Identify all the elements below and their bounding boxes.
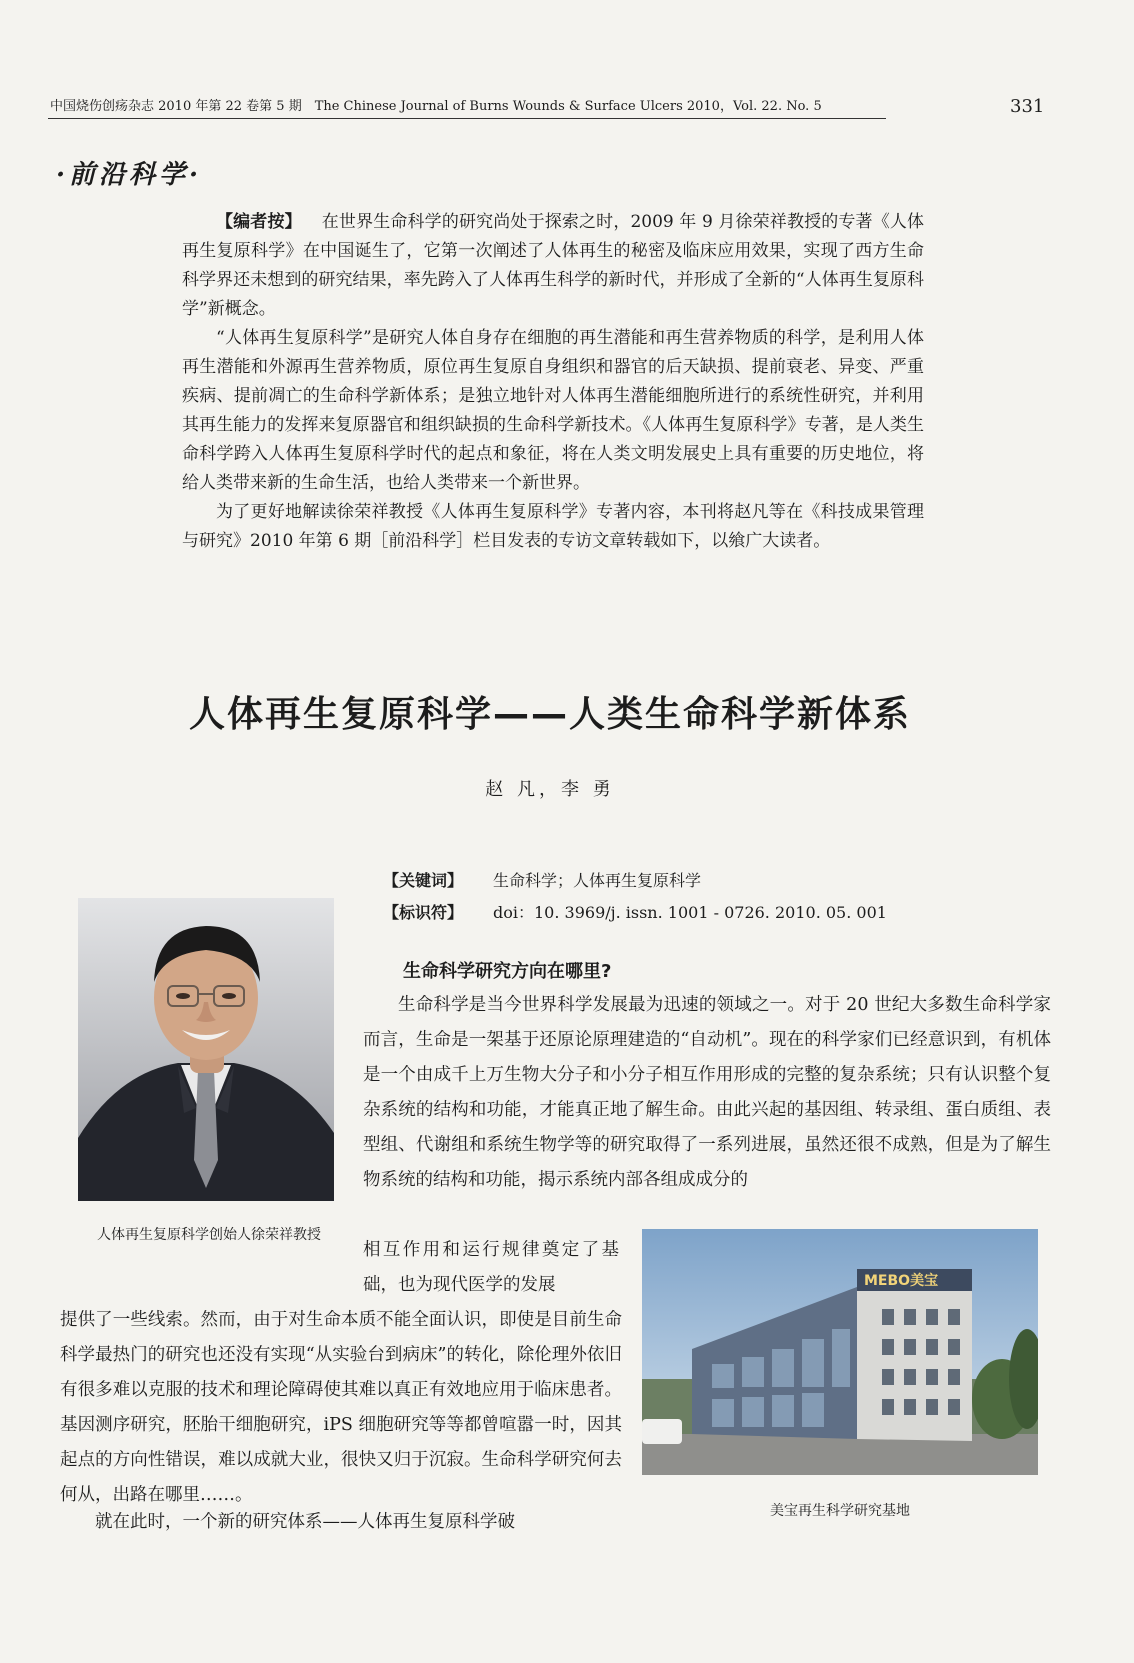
editor-note-tag: 【编者按】 (216, 212, 302, 232)
editor-note (182, 208, 924, 556)
body-paragraph-2-text: 就在此时，一个新的研究体系——人体再生复原科学破 (95, 1512, 515, 1532)
article-meta (383, 865, 887, 929)
building-illustration (642, 1229, 1038, 1475)
body-paragraph-1-continued-left (60, 1303, 622, 1513)
article-authors: 赵 凡，李 勇 (485, 779, 615, 800)
editor-note-paragraph-2: “人体再生复原科学”是研究人体自身存在细胞的再生潜能和再生营养物质的科学，是利用人体再生潜能和外源再生营养物质，原位再生复原自身组织和器官的后天缺损、提前衰老、异变、严重疾病、提前凋亡的生命科学新体系；是独立地针对人体再生潜能细胞所进行的系统性研究，并利用其再生能力的发挥来复原器官和组织缺损的生命科学新技术。《人体再生复原科学》专著，是人类生命科学跨入人体再生复原科学时代的起点和象征，将在人类文明发展史上具有重要的历史地位，将给人类带来新的生命生活，也给人类带来一个新世界。 (182, 328, 924, 493)
body-paragraph-1 (363, 988, 1051, 1198)
doi-row (383, 897, 887, 929)
section-subheading: 生命科学研究方向在哪里? (403, 961, 612, 982)
editor-note-paragraph-1 (182, 208, 924, 324)
portrait-illustration (78, 898, 334, 1201)
journal-header: 中国烧伤创疡杂志 2010 年第 22 卷第 5 期 The Chinese Journal of Burns Wounds & Surface Ulcers 2010，Vol. 22. No. 5 (50, 99, 822, 114)
doi-label: 【标识符】 (383, 903, 464, 922)
editor-note-text-1: 在世界生命科学的研究尚处于探索之时，2009 年 9 月徐荣祥教授的专著《人体再生复原科学》在中国诞生了，它第一次阐述了人体再生的秘密及临床应用效果，实现了西方生命科学界还未想到的研究结果，率先跨入了人体再生科学的新时代，并形成了全新的“人体再生复原科学”新概念。 (182, 212, 925, 319)
section-label: ·前沿科学· (56, 160, 203, 190)
keywords-value: 生命科学；人体再生复原科学 (493, 871, 702, 890)
body-paragraph-1-left-text: 提供了一些线索。然而，由于对生命本质不能全面认识，即使是目前生命科学最热门的研究也还没有实现“从实验台到病床”的转化，除伦理外依旧有很多难以克服的技术和理论障碍使其难以真正有效地应用于临床患者。基因测序研究，胚胎干细胞研究，iPS 细胞研究等等都曾喧嚣一时，因其起点的方向性错误，难以成就大业，很快又归于沉寂。生命科学研究何去何从，出路在哪里……。 (60, 1310, 622, 1505)
editor-note-paragraph-3: 为了更好地解读徐荣祥教授《人体再生复原科学》专著内容，本刊将赵凡等在《科技成果管理与研究》2010 年第 6 期［前沿科学］栏目发表的专访文章转载如下，以飨广大读者。 (182, 502, 924, 551)
doi-value: doi：10. 3969/j. issn. 1001 - 0726. 2010. 05. 001 (493, 903, 887, 922)
building-sign: MEBO美宝 (864, 1273, 939, 1289)
keywords-row (383, 865, 887, 897)
body-paragraph-1-continued: 相互作用和运行规律奠定了基础，也为现代医学的发展 (363, 1240, 619, 1295)
portrait-photo (78, 898, 334, 1201)
building-caption: 美宝再生科学研究基地 (770, 1503, 910, 1519)
page-number: 331 (1010, 96, 1045, 117)
building-photo (642, 1229, 1038, 1475)
header-rule (48, 118, 886, 119)
keywords-label: 【关键词】 (383, 871, 464, 890)
body-paragraph-1-text: 生命科学是当今世界科学发展最为迅速的领域之一。对于 20 世纪大多数生命科学家而言，生命是一架基于还原论原理建造的“自动机”。现在的科学家们已经意识到，有机体是一个由成千上万生物大分子和小分子相互作用形成的完整的复杂系统；只有认识整个复杂系统的结构和功能，才能真正地了解生命。由此兴起的基因组、转录组、蛋白质组、表型组、代谢组和系统生物学等的研究取得了一系列进展，虽然还很不成熟，但是为了解生物系统的结构和功能，揭示系统内部各组成成分的 (363, 995, 1051, 1190)
body-paragraph-2 (60, 1505, 622, 1540)
portrait-caption: 人体再生复原科学创始人徐荣祥教授 (97, 1227, 321, 1243)
article-title: 人体再生复原科学——人类生命科学新体系 (188, 694, 911, 735)
